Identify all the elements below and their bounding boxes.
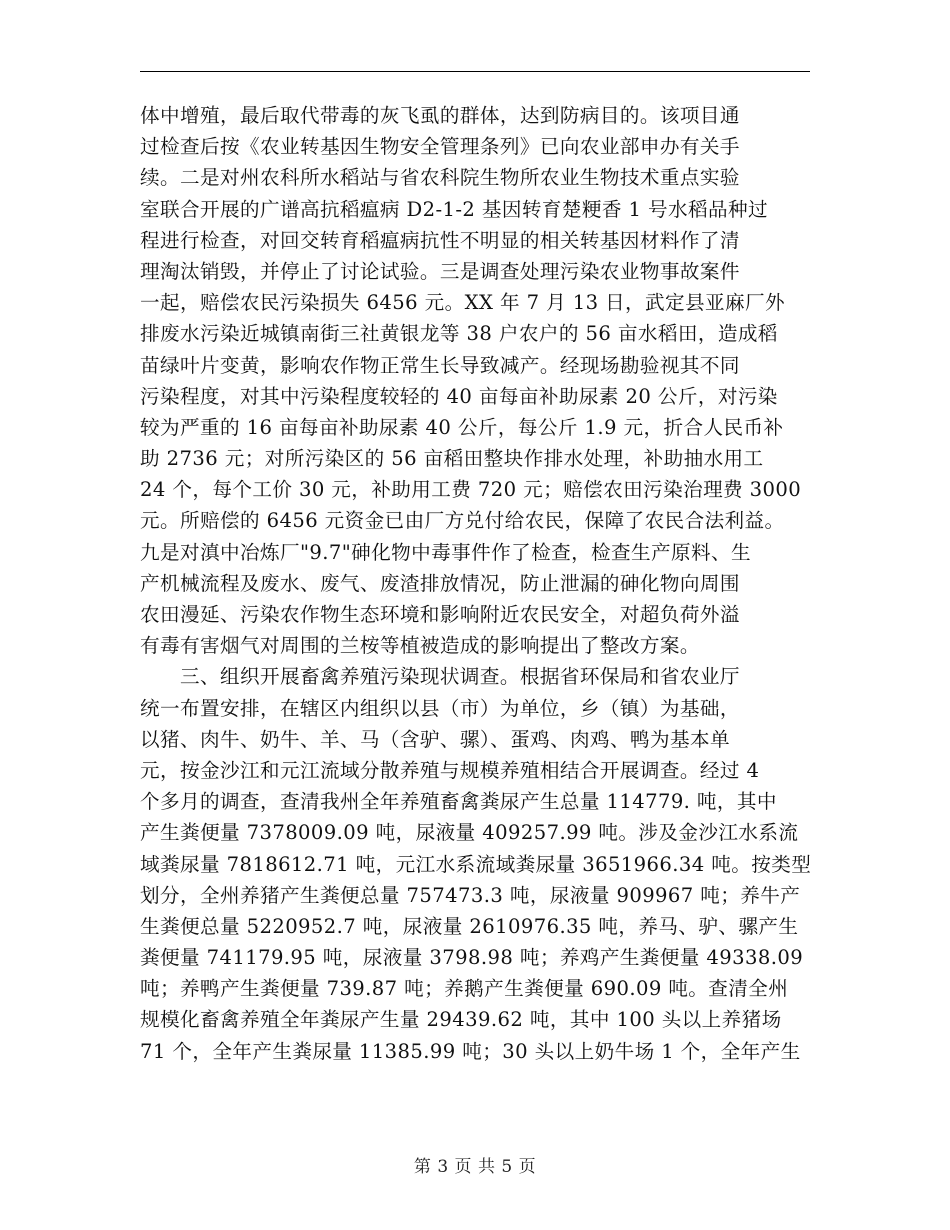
text-line: 污染程度，对其中污染程度较轻的 40 亩每亩补助尿素 20 公斤，对污染 (140, 384, 778, 408)
text-line: 有毒有害烟气对周围的兰桉等植被造成的影响提出了整改方案。 (140, 634, 700, 658)
text-line: 农田漫延、污染农作物生态环境和影响附近农民安全，对超负荷外溢 (140, 603, 740, 626)
page-number-footer: 第 3 页 共 5 页 (413, 1157, 537, 1177)
text-line: 元。所赔偿的 6456 元资金已由厂方兑付给农民，保障了农民合法利益。 (140, 509, 785, 533)
text-line: 体中增殖，最后取代带毒的灰飞虱的群体，达到防病目的。该项目通 (140, 104, 740, 127)
text-line: 吨；养鸭产生粪便量 739.87 吨；养鹅产生粪便量 690.09 吨。查清全州 (140, 977, 789, 1001)
text-line: 续。二是对州农科所水稻站与省农科院生物所农业生物技术重点实验 (140, 166, 740, 190)
document-body (140, 100, 810, 1067)
text-line: 域粪尿量 7818612.71 吨，元江水系流域粪尿量 3651966.34 吨。按类型 (140, 852, 812, 876)
text-line: 元，按金沙江和元江流域分散养殖与规模养殖相结合开展调查。经过 4 (140, 758, 760, 782)
text-line: 以猪、肉牛、奶牛、羊、马（含驴、骡）、蛋鸡、肉鸡、鸭为基本单 (140, 727, 731, 751)
text-line: 产生粪便量 7378009.09 吨，尿液量 409257.99 吨。涉及金沙江水系流 (140, 821, 799, 845)
text-line: 划分，全州养猪产生粪便总量 757473.3 吨，尿液量 909967 吨；养牛产 (140, 883, 801, 907)
text-line: 程进行检查，对回交转育稻瘟病抗性不明显的相关转基因材料作了清 (140, 228, 740, 252)
text-line: 理淘汰销毁，并停止了讨论试验。三是调查处理污染农业物事故案件 (140, 259, 740, 283)
text-line: 排废水污染近城镇南街三社黄银龙等 38 户农户的 56 亩水稻田，造成稻 (140, 322, 778, 346)
text-line: 室联合开展的广谱高抗稻瘟病 D2-1-2 基因转育楚粳香 1 号水稻品种过 (140, 197, 768, 221)
text-line: 苗绿叶片变黄，影响农作物正常生长导致减产。经现场勘验视其不同 (140, 353, 740, 377)
text-line: 24 个，每个工价 30 元，补助用工费 720 元；赔偿农田污染治理费 3000 (140, 478, 802, 502)
text-line: 个多月的调查，查清我州全年养殖畜禽粪尿产生总量 114779. 吨，其中 (140, 790, 777, 814)
text-line: 过检查后按《农业转基因生物安全管理条列》已向农业部申办有关手 (140, 135, 740, 159)
header-rule (140, 71, 810, 72)
text-line: 九是对滇中冶炼厂"9.7"砷化物中毒事件作了检查，检查生产原料、生 (140, 540, 752, 564)
text-line: 产机械流程及废水、废气、废渣排放情况，防止泄漏的砷化物向周围 (140, 571, 740, 595)
text-line: 一起，赔偿农民污染损失 6456 元。XX 年 7 月 13 日，武定县亚麻厂外 (140, 291, 786, 315)
text-line: 三、组织开展畜禽养殖污染现状调查。根据省环保局和省农业厅 (140, 665, 740, 689)
text-line: 生粪便总量 5220952.7 吨，尿液量 2610976.35 吨，养马、驴、骡产生 (140, 914, 799, 938)
text-line: 71 个，全年产生粪尿量 11385.99 吨；30 头以上奶牛场 1 个，全年产生 (140, 1039, 801, 1063)
text-line: 较为严重的 16 亩每亩补助尿素 40 公斤，每公斤 1.9 元，折合人民币补 (140, 415, 784, 439)
text-line: 规模化畜禽养殖全年粪尿产生量 29439.62 吨，其中 100 头以上养猪场 (140, 1008, 782, 1032)
text-line: 粪便量 741179.95 吨，尿液量 3798.98 吨；养鸡产生粪便量 49338.09 (140, 946, 804, 970)
text-line: 助 2736 元；对所污染区的 56 亩稻田整块作排水处理，补助抽水用工 (140, 447, 764, 471)
text-line: 统一布置安排，在辖区内组织以县（市）为单位，乡（镇）为基础， (140, 696, 740, 720)
body-text (140, 100, 810, 1067)
